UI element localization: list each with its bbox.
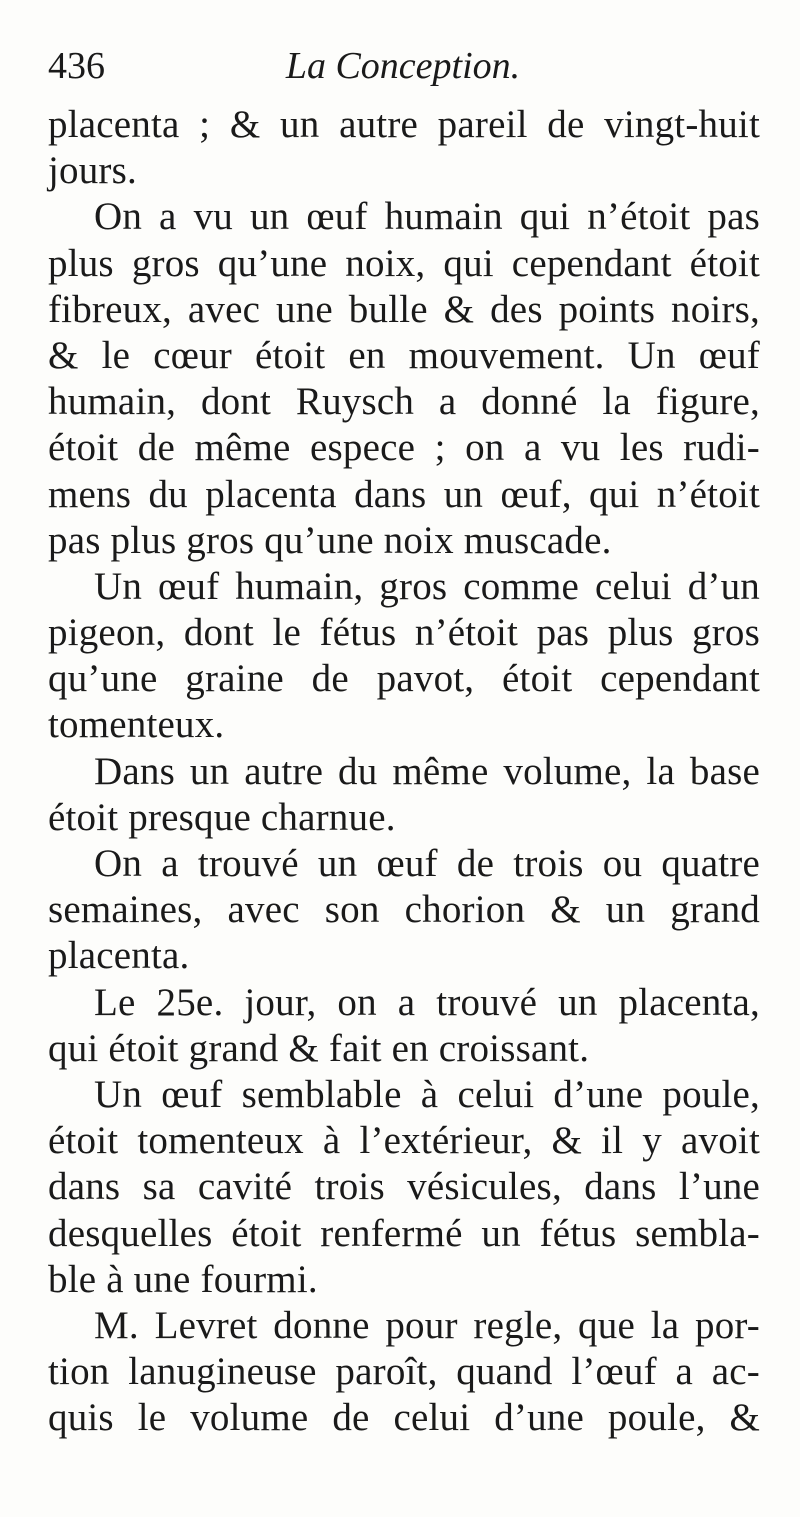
text-line: pigeon, dont le fétus n’étoit pas plus gros [48, 611, 760, 655]
text-line: humain, dont Ruysch a donné la figure, [48, 380, 760, 424]
text-line: tomenteux. [48, 703, 225, 747]
running-title: La Conception. [285, 45, 521, 87]
text-line: semaines, avec son chorion & un grand [48, 888, 760, 932]
text-line: tion lanugineuse paroît, quand l’œuf a ac- [48, 1350, 760, 1394]
text-line: On a trouvé un œuf de trois ou quatre [94, 842, 760, 885]
text-line: quis le volume de celui d’une poule, & [48, 1396, 760, 1440]
text-line: fibreux, avec une bulle & des points noirs, [48, 287, 760, 331]
page-header [48, 44, 758, 100]
text-line: qui étoit grand & fait en croissant. [48, 1026, 590, 1070]
text-line: Le 25e. jour, on a trouvé un placenta, [94, 980, 760, 1024]
text-line: M. Levret donne pour regle, que la por- [94, 1303, 760, 1347]
text-line: étoit presque charnue. [48, 795, 396, 839]
text-line: Un œuf semblable à celui d’une poule, [94, 1072, 760, 1116]
text-line: mens du placenta dans un œuf, qui n’étoit [48, 472, 760, 516]
text-line: placenta. [48, 934, 190, 978]
text-line: dans sa cavité trois vésicules, dans l’une [48, 1165, 760, 1209]
text-line: étoit tomenteux à l’extérieur, & il y avoit [48, 1119, 760, 1163]
text-line: jours. [48, 149, 137, 193]
text-line: On a vu un œuf humain qui n’étoit pas [94, 195, 760, 239]
text-line: placenta ; & un autre pareil de vingt-huit [48, 103, 760, 146]
text-line: Dans un autre du même volume, la base [94, 749, 760, 793]
page-body [48, 102, 760, 1441]
text-line: & le cœur étoit en mouvement. Un œuf [48, 333, 760, 377]
text-line: qu’une graine de pavot, étoit cependant [48, 657, 760, 701]
page-number: 436 [48, 45, 105, 87]
text-line: desquelles étoit renfermé un fétus sembla- [48, 1211, 760, 1255]
text-line: plus gros qu’une noix, qui cependant étoit [48, 241, 760, 285]
text-line: Un œuf humain, gros comme celui d’un [94, 564, 760, 608]
text-line: étoit de même espece ; on a vu les rudi- [48, 426, 760, 470]
text-line: ble à une fourmi. [48, 1257, 318, 1301]
text-line: pas plus gros qu’une noix muscade. [48, 518, 612, 562]
